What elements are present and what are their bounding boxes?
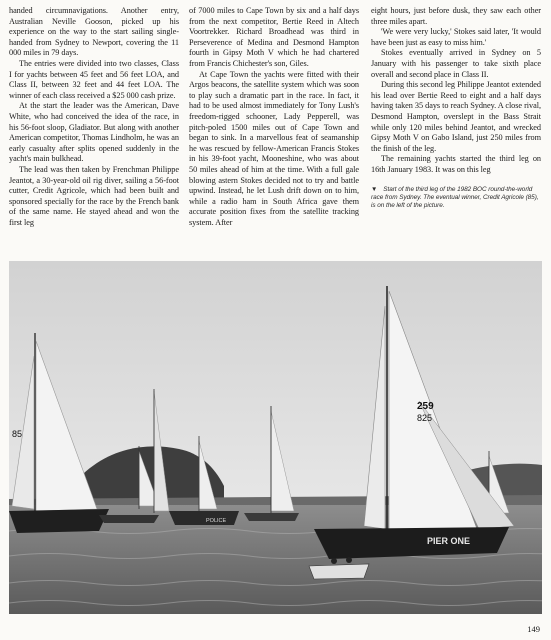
police-boat (169, 511, 239, 525)
sail-number-259: 259 (417, 401, 434, 412)
caption-marker-icon: ▼ (371, 185, 378, 193)
police-boat-label: POLICE (206, 518, 227, 524)
tender-boat (309, 564, 369, 579)
paragraph: handed circumnavigations. Another entry, Australian Neville Gooson, picked up his experience on the way to the start sailing single-handed from Sydney to Newport, covering the 11 000 miles in 79 days. (9, 6, 179, 58)
photo-caption (371, 186, 541, 211)
paragraph: of 7000 miles to Cape Town by six and a half days from the next competitor, Bertie Reed in Altech Voortrekker. Richard Broadhead was third in Perseverence of Medina and Desmond Hampton fourth in Gipsy Moth V which he had chartered from Francis Chichester's son, Giles. (189, 6, 359, 68)
text-column-1 (9, 6, 179, 228)
text-column-2 (189, 6, 359, 228)
yacht-race-photo (9, 261, 542, 614)
page-number: 149 (527, 624, 540, 634)
text-column-3 (371, 6, 541, 211)
paragraph: The entries were divided into two classes, Class I for yachts between 45 feet and 56 feet LOA, and Class II, between 32 feet and 44 feet LOA. The winner of each class received a $25 000 cash prize. (9, 58, 179, 100)
paragraph: At Cape Town the yachts were fitted with their Argos beacons, the satellite system which was soon to play such a dramatic part in the race. In fact, it had to be used almost immediately for Tony Lush's freedom-rigged schooner, Lady Pepperell, was pitch-poled 1500 miles out of Cape Town and began to sink. In a marvellous feat of seamanship he was rescued by fellow-American Francis Stokes in his 39-foot yacht, Mooneshine, who was about 50 miles ahead of him at the time. With a full gale blowing astern Stokes decided not to try and battle upwind. Instead, he let Lush drift down on to him, while a radio ham in South Africa gave them accurate position fixes from the satellite tracking system. After (189, 69, 359, 227)
sail-number-85: 85 (12, 429, 23, 439)
caption-text: Start of the third leg of the 1982 BOC round-the-world race from Sydney. The eventual winner, Credit Agricole (85), is on the left of the picture. (371, 185, 539, 210)
photo-illustration (9, 261, 542, 614)
paragraph: The lead was then taken by Frenchman Philippe Jeantot, a 30-year-old oil rig diver, sailing a 56-foot cutter, Credit Agricole, which had been built and sponsored specially for the race by the French bank of the same name. He stayed ahead and won the first leg (9, 164, 179, 227)
sail-number-825: 825 (417, 413, 433, 423)
hull-text: PIER ONE (427, 536, 471, 546)
paragraph: During this second leg Philippe Jeantot extended his lead over Bertie Reed to eight and a half days having taken 35 days to reach Sydney. A close rival, Desmond Hampton, overslept in the Bass Strait while only 120 miles behind Jeantot, and wrecked Gipsy Moth V on Gabo Island, just 250 miles from the finish of the leg. (371, 80, 541, 153)
paragraph: 'We were very lucky,' Stokes said later, 'It would have been just as easy to miss him.' (371, 27, 541, 47)
paragraph: Stokes eventually arrived in Sydney on 5 January with his passenger to take sixth place overall and second place in Class II. (371, 48, 541, 79)
paragraph: At the start the leader was the American, Dave White, who had conceived the idea of the race, in his 56-foot sloop, Gladiator. But along with another American competitor, Thomas Lindholm, he was an early casualty after splits opened suddenly in the yacht's main bulkhead. (9, 101, 179, 164)
paragraph: eight hours, just before dusk, they saw each other three miles apart. (371, 6, 541, 26)
paragraph: The remaining yachts started the third leg on 16th January 1983. It was on this leg (371, 154, 541, 174)
